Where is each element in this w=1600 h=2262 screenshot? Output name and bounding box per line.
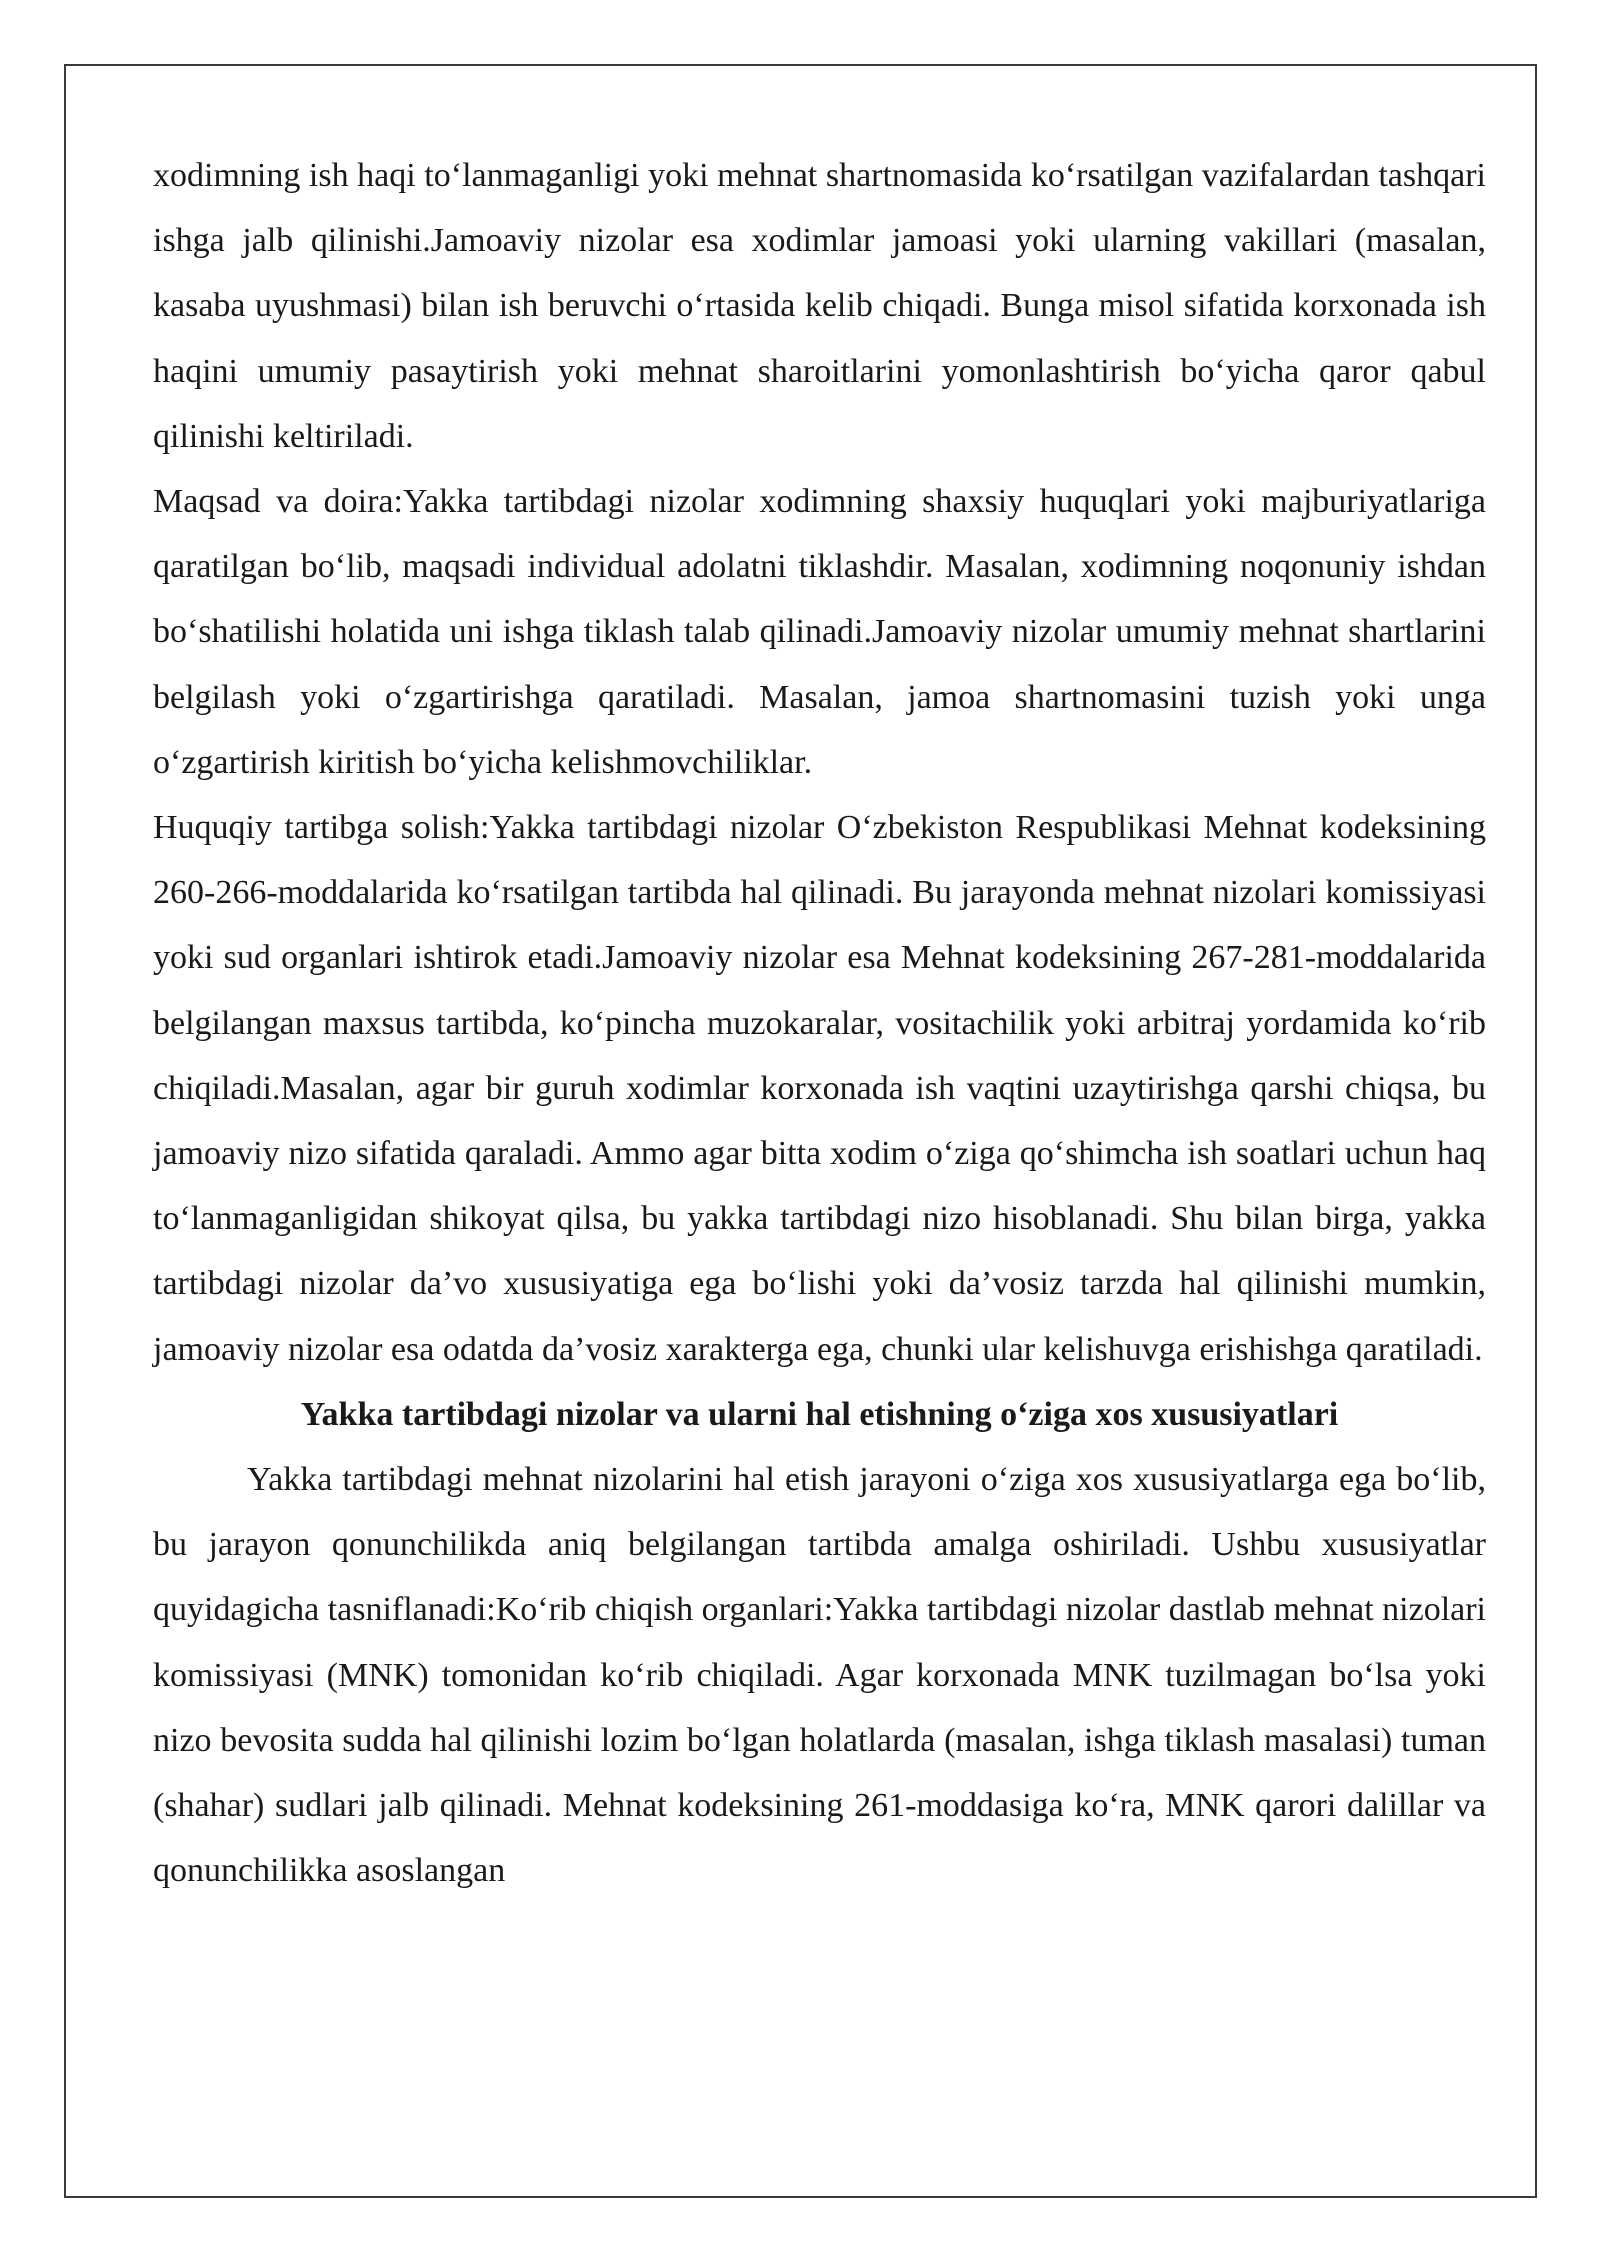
section-heading: Yakka tartibdagi nizolar va ularni hal etishning o‘ziga xos xususiyatlari xyxy=(300,1395,1339,1433)
section-paragraph: Yakka tartibdagi mehnat nizolarini hal etish jarayoni o‘ziga xos xususiyatlarga ega bo‘lib, bu jarayon qonunchilikda aniq belgilangan tartibda amalga oshiriladi. Ushbu xususiyatlar quyidagicha tasniflanadi:Ko‘rib chiqish organlari:Yakka tartibdagi nizolar dastlab mehnat nizolari komissiyasi (MNK) tomonidan ko‘rib chiqiladi. Agar korxonada MNK tuzilmagan bo‘lsa yoki nizo bevosita sudda hal qilinishi lozim bo‘lgan holatlarda (masalan, ishga tiklash masalasi) tuman (shahar) sudlari jalb qilinadi. Mehnat kodeksining 261-moddasiga ko‘ra, MNK qarori dalillar va qonunchilikka asoslangan xyxy=(153,1461,1486,1890)
body-paragraph: Huquqiy tartibga solish:Yakka tartibdagi nizolar O‘zbekiston Respublikasi Mehnat kodeksining 260-266-moddalarida ko‘rsatilgan tartibda hal qilinadi. Bu jarayonda mehnat nizolari komissiyasi yoki sud organlari ishtirok etadi.Jamoaviy nizolar esa Mehnat kodeksining 267-281-moddalarida belgilangan maxsus tartibda, ko‘pincha muzokaralar, vositachilik yoki arbitraj yordamida ko‘rib chiqiladi.Masalan, agar bir guruh xodimlar korxonada ish vaqtini uzaytirishga qarshi chiqsa, bu jamoaviy nizo sifatida qaraladi. Ammo agar bitta xodim o‘ziga qo‘shimcha ish soatlari uchun haq to‘lanmaganligidan shikoyat qilsa, bu yakka tartibdagi nizo hisoblanadi. Shu bilan birga, yakka tartibdagi nizolar da’vo xususiyatiga ega bo‘lishi yoki da’vosiz tarzda hal qilinishi mumkin, jamoaviy nizolar esa odatda da’vosiz xarakterga ega, chunki ular kelishuvga erishishga qaratiladi. xyxy=(153,809,1486,1368)
body-paragraph: Maqsad va doira:Yakka tartibdagi nizolar xodimning shaxsiy huquqlari yoki majburiyatlariga qaratilgan bo‘lib, maqsadi individual adolatni tiklashdir. Masalan, xodimning noqonuniy ishdan bo‘shatilishi holatida uni ishga tiklash talab qilinadi.Jamoaviy nizolar umumiy mehnat shartlarini belgilash yoki o‘zgartirishga qaratiladi. Masalan, jamoa shartnomasini tuzish yoki unga o‘zgartirish kiritish bo‘yicha kelishmovchiliklar. xyxy=(153,483,1486,781)
body-paragraph: xodimning ish haqi to‘lanmaganligi yoki mehnat shartnomasida ko‘rsatilgan vazifalardan tashqari ishga jalb qilinishi.Jamoaviy nizolar esa xodimlar jamoasi yoki ularning vakillari (masalan, kasaba uyushmasi) bilan ish beruvchi o‘rtasida kelib chiqadi. Bunga misol sifatida korxonada ish haqini umumiy pasaytirish yoki mehnat sharoitlarini yomonlashtirish bo‘yicha qaror qabul qilinishi keltiriladi. xyxy=(153,157,1486,455)
document-body xyxy=(153,143,1486,1903)
